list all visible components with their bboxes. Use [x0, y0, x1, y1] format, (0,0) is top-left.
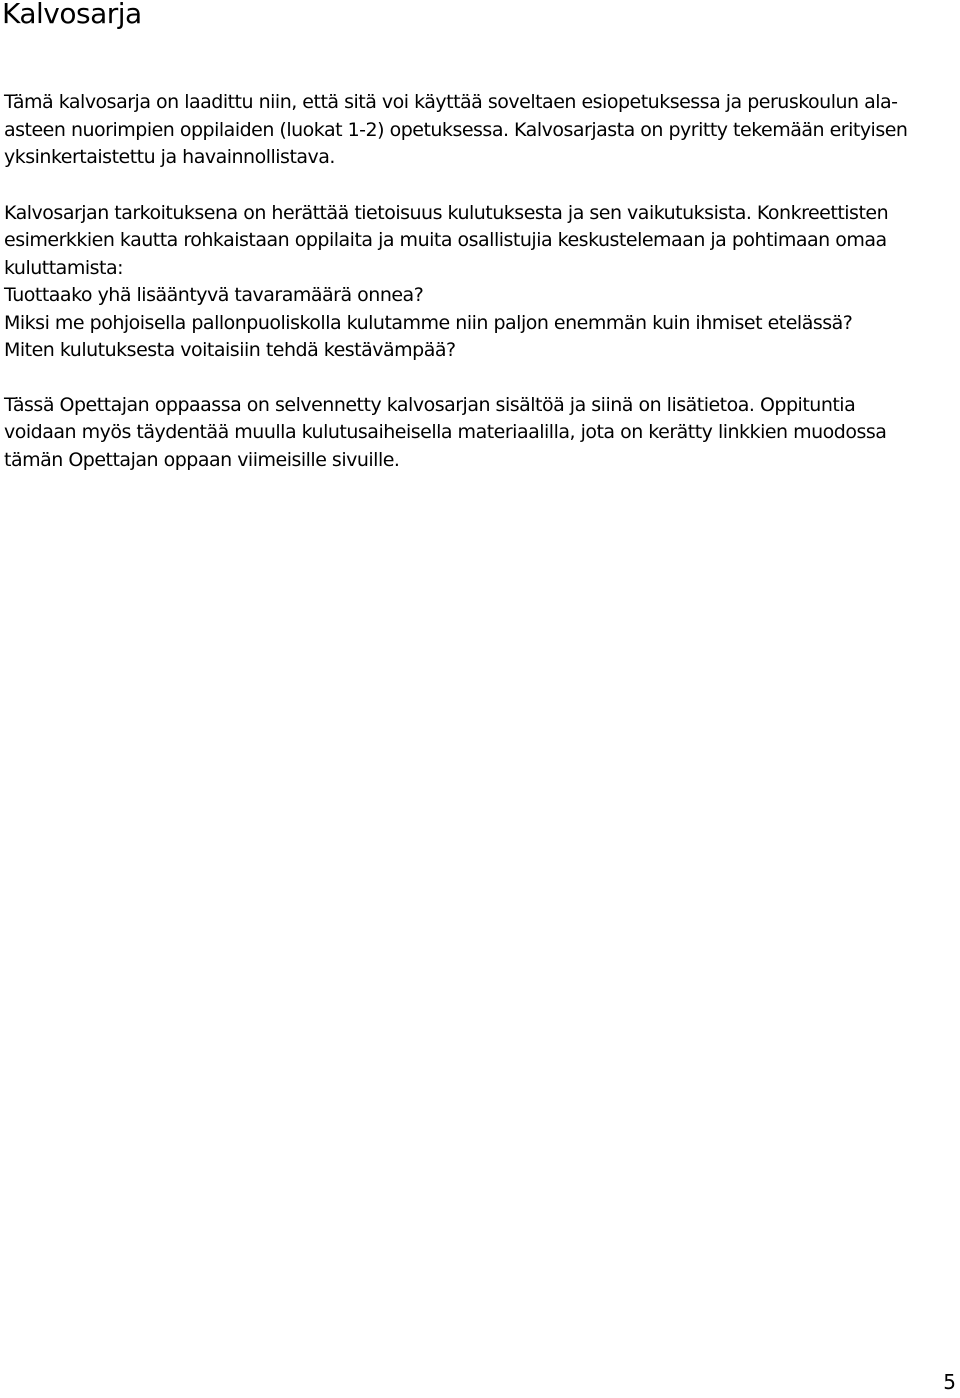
- guide-line: tämän Opettajan oppaan viimeisille sivuille.: [4, 448, 400, 471]
- purpose-line: esimerkkien kautta rohkaistaan oppilaita ja muita osallistujia keskustelemaan ja pohtimaan omaa: [4, 229, 887, 251]
- page-title: Kalvosarja: [2, 0, 142, 30]
- discussion-question: Miten kulutuksesta voitaisiin tehdä kestävämpää?: [4, 339, 456, 361]
- intro-line: asteen nuorimpien oppilaiden (luokat 1-2) opetuksessa. Kalvosarjasta on pyritty tekemään erityisen: [4, 118, 908, 141]
- intro-line: yksinkertaistettu ja havainnollistava.: [4, 146, 335, 168]
- guide-line: voidaan myös täydentää muulla kulutusaiheisella materiaalilla, jota on kerätty linkkien muodossa: [4, 421, 887, 443]
- purpose-paragraph: [4, 200, 952, 365]
- discussion-question: Tuottaako yhä lisääntyvä tavaramäärä onnea?: [4, 284, 424, 306]
- purpose-line: Kalvosarjan tarkoituksena on herättää tietoisuus kulutuksesta ja sen vaikutuksista. Konkreettisten: [4, 201, 889, 224]
- page-number: 5: [943, 1370, 956, 1394]
- intro-line: Tämä kalvosarja on laadittu niin, että sitä voi käyttää soveltaen esiopetuksessa ja peruskoulun ala-: [4, 91, 898, 113]
- discussion-question: Miksi me pohjoisella pallonpuoliskolla kulutamme niin paljon enemmän kuin ihmiset etelässä?: [4, 311, 853, 334]
- guide-line: Tässä Opettajan oppaassa on selvennetty kalvosarjan sisältöä ja siinä on lisätietoa. Oppituntia: [4, 393, 856, 416]
- document-body: [4, 89, 952, 474]
- intro-paragraph: [4, 89, 952, 172]
- purpose-line: kuluttamista:: [4, 256, 124, 279]
- guide-paragraph: [4, 392, 952, 475]
